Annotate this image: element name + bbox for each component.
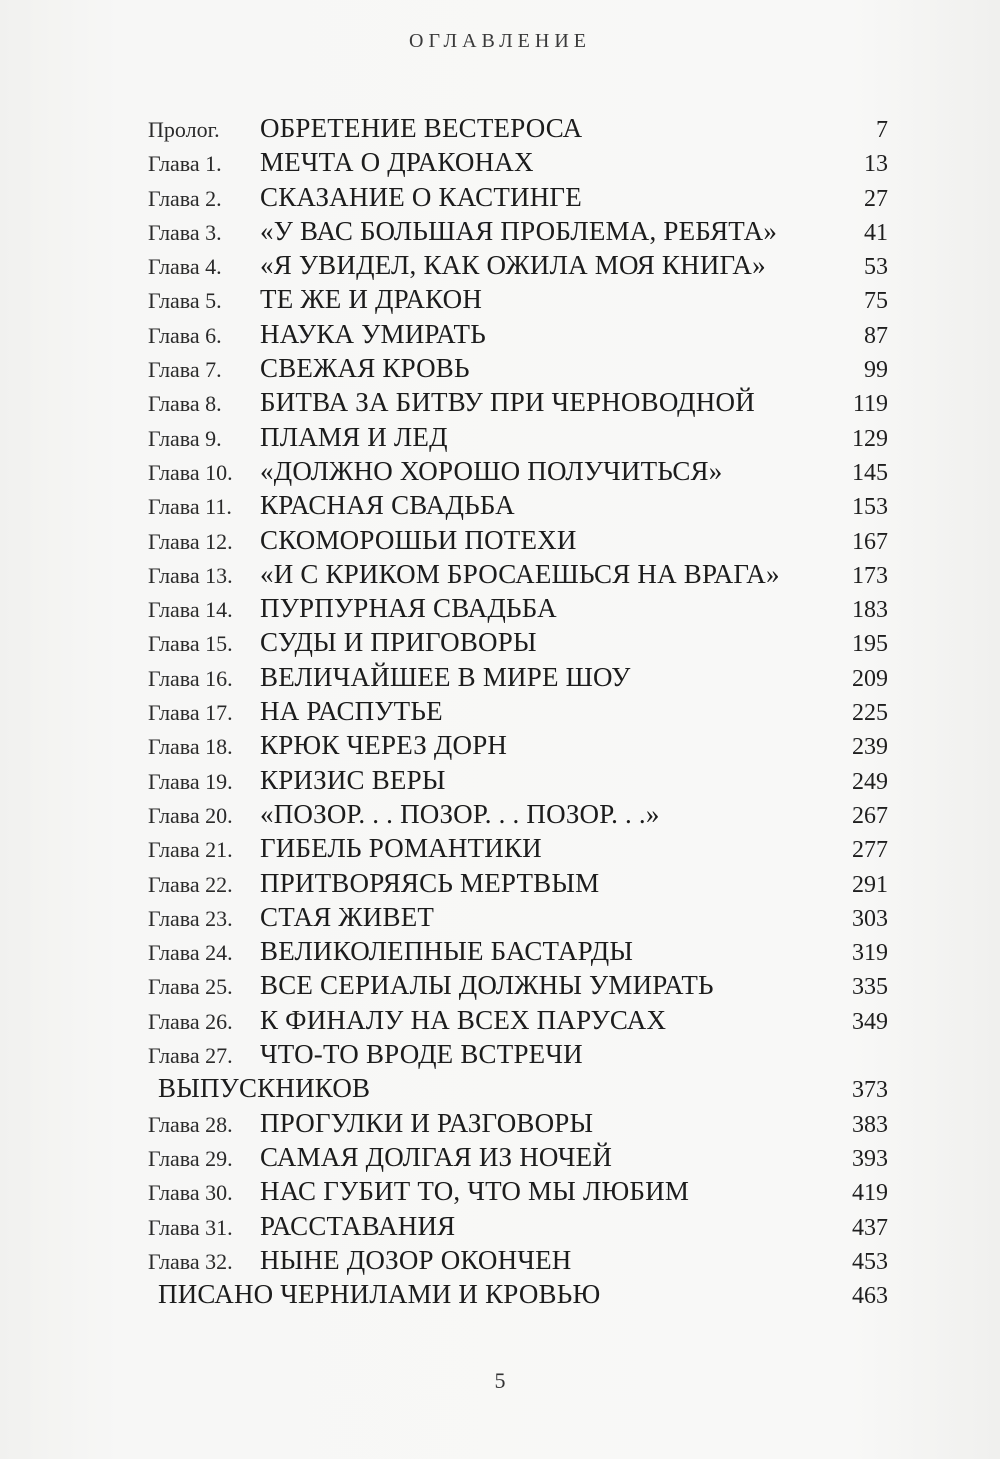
toc-entry-label: Глава 5. (148, 288, 222, 314)
toc-entry-label: Глава 29. (148, 1145, 233, 1171)
toc-entry-label: Пролог. (148, 117, 220, 142)
toc-entry-title: НАУКА УМИРАТЬ (260, 318, 486, 349)
toc-entry-title: СУДЫ И ПРИГОВОРЫ (260, 627, 537, 658)
toc-entry (148, 1277, 888, 1311)
toc-entry-page: 41 (864, 219, 888, 246)
toc-entry (148, 728, 888, 762)
toc-entry-label: Глава 22. (148, 871, 233, 897)
toc-entry-label: Глава 2. (148, 185, 222, 211)
toc-entry (148, 145, 888, 179)
toc-entry-page: 153 (852, 494, 888, 521)
toc-entry-title: «ДОЛЖНО ХОРОШО ПОЛУЧИТЬСЯ» (260, 455, 723, 486)
toc-entry-page: 419 (852, 1180, 888, 1207)
toc-entry-title: ПИСАНО ЧЕРНИЛАМИ И КРОВЬЮ (158, 1279, 601, 1310)
toc-entry-page: 173 (852, 562, 888, 589)
toc-entry-page: 239 (852, 734, 888, 761)
toc-entry (148, 523, 888, 557)
toc-entry (148, 866, 888, 900)
toc-entry (148, 1243, 888, 1277)
toc-entry-title: РАССТАВАНИЯ (260, 1210, 456, 1241)
toc-entry-label: Глава 8. (148, 391, 222, 417)
toc-entry-title: КРАСНАЯ СВАДЬБА (260, 490, 515, 521)
toc-entry-title: СВЕЖАЯ КРОВЬ (260, 353, 470, 384)
toc-entry-page: 87 (864, 322, 888, 349)
table-of-contents (148, 111, 888, 1311)
toc-entry-label: Глава 11. (148, 494, 232, 520)
toc-entry-page: 195 (852, 631, 888, 658)
toc-entry-label: Глава 26. (148, 1008, 233, 1034)
toc-entry-page: 27 (864, 185, 888, 212)
page-number: 5 (494, 1368, 506, 1393)
toc-entry-title: К ФИНАЛУ НА ВСЕХ ПАРУСАХ (260, 1004, 667, 1035)
toc-entry-title: «У ВАС БОЛЬШАЯ ПРОБЛЕМА, РЕБЯТА» (260, 215, 778, 246)
toc-entry-page: 209 (852, 665, 888, 692)
toc-entry-title: НЫНЕ ДОЗОР ОКОНЧЕН (260, 1244, 572, 1275)
toc-entry (148, 1106, 888, 1140)
toc-entry-page: 291 (852, 871, 888, 898)
toc-entry-title: СТАЯ ЖИВЕТ (260, 901, 435, 932)
toc-entry-page: 249 (852, 768, 888, 795)
toc-entry (148, 420, 888, 454)
toc-entry-page: 129 (852, 425, 888, 452)
toc-entry (148, 214, 888, 248)
toc-entry-title: САМАЯ ДОЛГАЯ ИЗ НОЧЕЙ (260, 1141, 613, 1172)
toc-entry-label: Глава 25. (148, 974, 233, 1000)
toc-entry-title: «Я УВИДЕЛ, КАК ОЖИЛА МОЯ КНИГА» (260, 250, 766, 281)
toc-entry-label: Глава 7. (148, 357, 222, 383)
toc-entry-title: ПУРПУРНАЯ СВАДЬБА (260, 593, 557, 624)
toc-entry (148, 351, 888, 385)
toc-entry-title: ВЫПУСКНИКОВ (158, 1073, 371, 1104)
toc-entry-label: Глава 1. (148, 151, 222, 177)
toc-entry (148, 797, 888, 831)
toc-entry-title: «ПОЗОР. . . ПОЗОР. . . ПОЗОР. . .» (260, 798, 660, 829)
toc-entry-title: ВЕЛИКОЛЕПНЫЕ БАСТАРДЫ (260, 936, 634, 967)
toc-entry-label: Глава 17. (148, 700, 233, 726)
toc-entry (148, 1209, 888, 1243)
toc-entry (148, 625, 888, 659)
toc-entry-title: ПРОГУЛКИ И РАЗГОВОРЫ (260, 1107, 594, 1138)
toc-entry (148, 1003, 888, 1037)
toc-entry-page: 277 (852, 837, 888, 864)
toc-entry-label: Глава 32. (148, 1248, 233, 1274)
toc-entry (148, 317, 888, 351)
toc-entry (148, 454, 888, 488)
running-head: ОГЛАВЛЕНИЕ (409, 30, 591, 52)
toc-entry-label: Глава 4. (148, 254, 222, 280)
toc-entry-page: 119 (852, 391, 888, 418)
toc-entry-label: Глава 31. (148, 1214, 233, 1240)
toc-entry-title: ВЕЛИЧАЙШЕЕ В МИРЕ ШОУ (260, 661, 631, 692)
toc-entry-page: 393 (852, 1145, 888, 1172)
toc-entry-title: НАС ГУБИТ ТО, ЧТО МЫ ЛЮБИМ (260, 1176, 690, 1207)
toc-entry (148, 591, 888, 625)
toc-entry-page: 225 (852, 700, 888, 727)
toc-entry (148, 385, 888, 419)
toc-entry-label: Глава 18. (148, 734, 233, 760)
toc-entry-title: МЕЧТА О ДРАКОНАХ (260, 147, 534, 178)
toc-entry (148, 180, 888, 214)
toc-entry-label: Глава 6. (148, 322, 222, 348)
toc-entry-page: 453 (852, 1248, 888, 1275)
toc-entry-label: Глава 9. (148, 425, 222, 451)
toc-entry-title: КРИЗИС ВЕРЫ (260, 764, 446, 795)
toc-entry-page: 13 (864, 151, 888, 178)
toc-entry-page: 373 (852, 1077, 888, 1104)
toc-entry (148, 900, 888, 934)
toc-entry-page: 463 (852, 1283, 888, 1310)
toc-entry-label: Глава 10. (148, 459, 233, 485)
toc-entry-page: 383 (852, 1111, 888, 1138)
toc-entry-label: Глава 28. (148, 1111, 233, 1137)
toc-entry-title: СКОМОРОШЬИ ПОТЕХИ (260, 524, 577, 555)
toc-entry-title: ВСЕ СЕРИАЛЫ ДОЛЖНЫ УМИРАТЬ (260, 970, 714, 1001)
toc-entry-label: Глава 15. (148, 631, 233, 657)
toc-entry (148, 1037, 888, 1071)
toc-entry (148, 831, 888, 865)
toc-entry-page: 319 (852, 940, 888, 967)
toc-entry-label: Глава 14. (148, 597, 233, 623)
toc-entry-page: 145 (852, 459, 888, 486)
toc-entry (148, 488, 888, 522)
toc-entry-page: 303 (852, 905, 888, 932)
toc-entry-label: Глава 23. (148, 905, 233, 931)
toc-entry-title: БИТВА ЗА БИТВУ ПРИ ЧЕРНОВОДНОЙ (260, 387, 755, 418)
toc-entry-label: Глава 21. (148, 837, 233, 863)
toc-entry (148, 968, 888, 1002)
toc-entry (148, 248, 888, 282)
toc-entry-page: 437 (852, 1214, 888, 1241)
toc-entry-label: Глава 13. (148, 562, 233, 588)
toc-entry-page: 53 (864, 254, 888, 281)
toc-entry-label: Глава 30. (148, 1180, 233, 1206)
toc-entry-page: 167 (852, 528, 888, 555)
toc-entry-title: СКАЗАНИЕ О КАСТИНГЕ (260, 181, 582, 212)
toc-entry-title: ПРИТВОРЯЯСЬ МЕРТВЫМ (260, 867, 600, 898)
toc-entry-label: Глава 12. (148, 528, 233, 554)
toc-entry-page: 7 (876, 117, 888, 143)
toc-entry (148, 660, 888, 694)
toc-entry-title: КРЮК ЧЕРЕЗ ДОРН (260, 730, 508, 761)
toc-entry-title: «И С КРИКОМ БРОСАЕШЬСЯ НА ВРАГА» (260, 558, 780, 589)
toc-entry-label: Глава 27. (148, 1043, 233, 1069)
toc-entry-label: Глава 19. (148, 768, 233, 794)
toc-entry-page: 267 (852, 802, 888, 829)
toc-entry-title: ЧТО-ТО ВРОДЕ ВСТРЕЧИ (260, 1039, 583, 1070)
toc-entry-page: 75 (864, 288, 888, 315)
toc-entry (148, 282, 888, 316)
toc-entry (148, 1140, 888, 1174)
toc-entry (148, 557, 888, 591)
toc-entry-page: 349 (852, 1008, 888, 1035)
toc-entry (148, 1174, 888, 1208)
toc-entry (148, 934, 888, 968)
toc-entry (148, 694, 888, 728)
toc-entry-label: Глава 16. (148, 665, 233, 691)
toc-entry (148, 111, 888, 145)
toc-entry-page: 335 (852, 974, 888, 1001)
toc-entry-title: ТЕ ЖЕ И ДРАКОН (260, 284, 483, 315)
toc-entry (148, 1071, 888, 1105)
toc-entry-label: Глава 20. (148, 802, 233, 828)
toc-entry-title: ПЛАМЯ И ЛЕД (260, 421, 448, 452)
toc-entry-page: 183 (852, 597, 888, 624)
toc-entry-title: ОБРЕТЕНИЕ ВЕСТЕРОСА (260, 113, 583, 143)
toc-entry-title: НА РАСПУТЬЕ (260, 696, 443, 727)
toc-entry-label: Глава 24. (148, 940, 233, 966)
toc-entry-label: Глава 3. (148, 219, 222, 245)
toc-entry-title: ГИБЕЛЬ РОМАНТИКИ (260, 833, 542, 864)
toc-entry-page: 99 (864, 357, 888, 384)
toc-entry (148, 763, 888, 797)
